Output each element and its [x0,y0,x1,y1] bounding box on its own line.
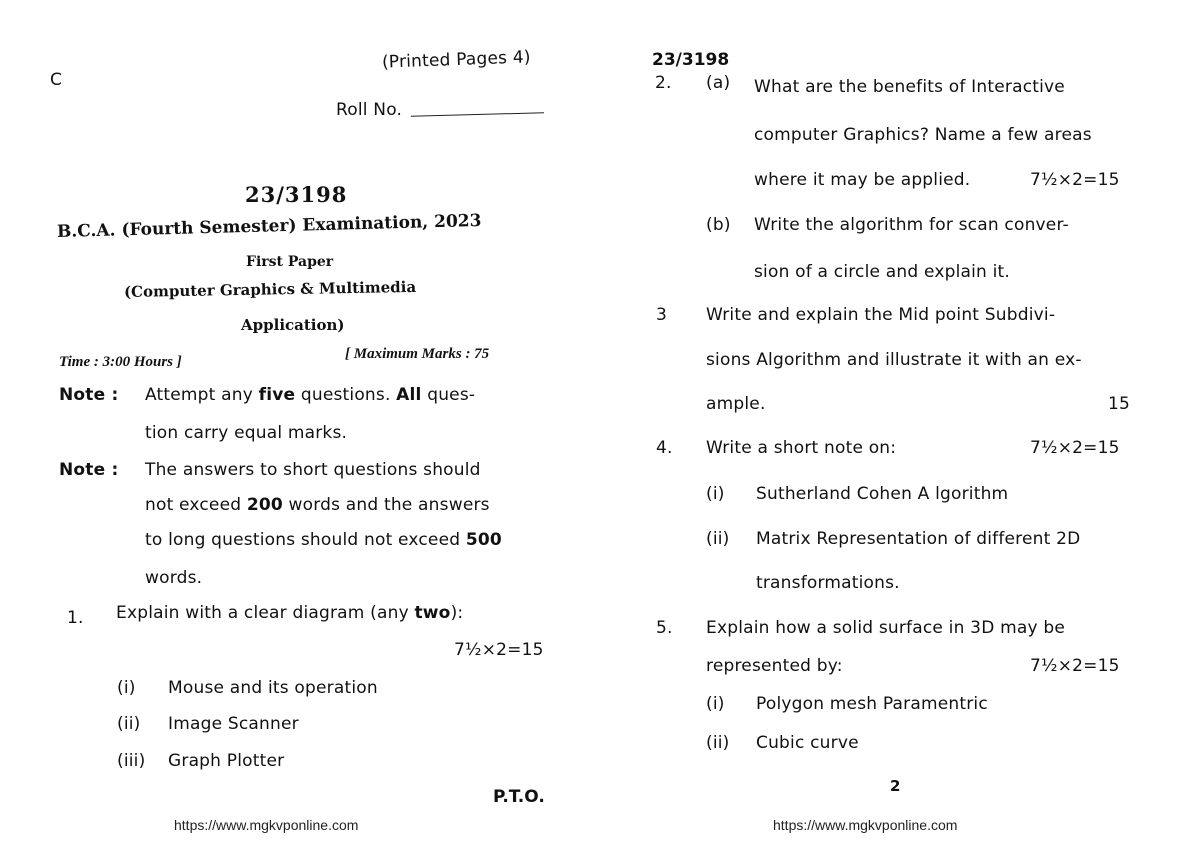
q2a-label: (a) [706,73,731,93]
footer-url[interactable]: https://www.mgkvponline.com [174,817,359,833]
subject-line-2: Application) [241,316,345,334]
subject-line-1: (Computer Graphics & Multimedia [123,277,417,301]
note-1-line-1: Attempt any five questions. All ques- [145,385,476,405]
max-marks: [ Maximum Marks : 75 [345,346,490,362]
q5-item-num: (i) [706,694,725,714]
note-2-line-3: to long questions should not exceed 500 [145,530,502,550]
q5-item-text: Cubic curve [756,733,859,753]
paper-number: First Paper [246,254,334,270]
q2-number: 2. [655,73,672,93]
q5-number: 5. [656,618,673,638]
q1-item-text: Mouse and its operation [168,678,378,698]
footer-url[interactable]: https://www.mgkvponline.com [773,817,958,833]
corner-letter: C [50,70,63,90]
q1-item-num: (i) [117,678,136,698]
q4-marks: 7½×2=15 [1030,438,1120,458]
q2a-line-1: What are the benefits of Interactive [754,77,1065,97]
q4-text: Write a short note on: [706,438,897,458]
q2b-label: (b) [706,215,731,235]
note-2-line-1: The answers to short questions should [145,460,481,480]
roll-no [336,100,544,120]
q1-marks: 7½×2=15 [454,640,544,660]
q4-item-text: Sutherland Cohen A lgorithm [756,484,1009,504]
q2a-line-2: computer Graphics? Name a few areas [754,125,1092,145]
q4-item-text-line-2: transformations. [756,573,900,593]
q3-marks: 15 [1108,394,1131,414]
note-1-line-2: tion carry equal marks. [145,423,348,443]
q1-item-num: (ii) [117,714,141,734]
q2b-line-1: Write the algorithm for scan conver- [754,215,1069,235]
pto: P.T.O. [493,787,545,807]
q1-item-num: (iii) [117,751,146,771]
q2a-line-3: where it may be applied. [754,170,971,190]
q4-number: 4. [656,438,673,458]
q5-line-2: represented by: [706,656,843,676]
q5-item-num: (ii) [706,733,730,753]
header-paper-code: 23/3198 [652,50,730,70]
q5-marks: 7½×2=15 [1030,656,1120,676]
exam-title: B.C.A. (Fourth Semester) Examination, 2023 [56,210,482,242]
q1-item-text: Graph Plotter [168,751,285,771]
q4-item-num: (ii) [706,529,730,549]
q2a-marks: 7½×2=15 [1030,170,1120,190]
q3-line-2: sions Algorithm and illustrate it with an ex- [706,350,1082,370]
q3-line-1: Write and explain the Mid point Subdivi- [706,305,1056,325]
paper-code: 23/3198 [245,182,348,207]
note-2-line-4: words. [145,568,203,588]
q4-item-text: Matrix Representation of different 2D [756,529,1081,549]
q5-line-1: Explain how a solid surface in 3D may be [706,618,1065,638]
printed-pages: (Printed Pages 4) [381,47,531,73]
note-2-line-2: not exceed 200 words and the answers [145,495,490,515]
time: Time : 3:00 Hours ] [59,354,182,370]
note-label-1: Note : [59,385,119,405]
q1-text: Explain with a clear diagram (any two): [116,603,464,623]
q3-line-3: ample. [706,394,766,414]
q5-item-text: Polygon mesh Paramentric [756,694,988,714]
roll-no-line [411,112,544,116]
note-label-2: Note : [59,460,119,480]
q2b-line-2: sion of a circle and explain it. [754,262,1011,282]
roll-no-label: Roll No. [336,100,403,120]
q3-number: 3 [656,305,668,325]
page-number: 2 [890,777,901,795]
q1-number: 1. [67,608,84,628]
q1-item-text: Image Scanner [168,714,299,734]
q4-item-num: (i) [706,484,725,504]
